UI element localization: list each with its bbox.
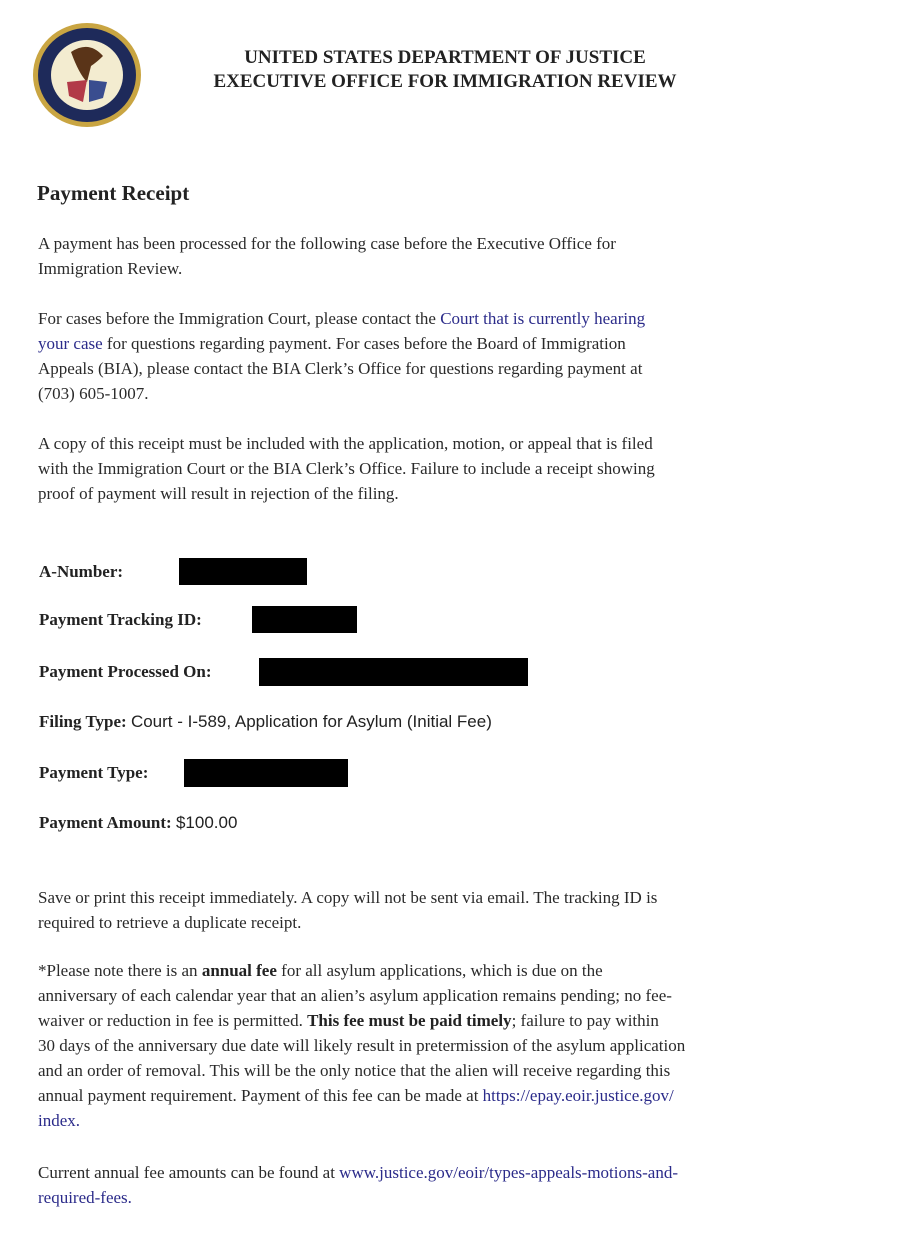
text-segment: Current annual fee amounts can be found at	[38, 1163, 340, 1182]
a-number-redaction	[179, 558, 307, 585]
payment-amount-value: $100.00	[175, 813, 238, 832]
text-line	[38, 1185, 678, 1210]
text-line	[38, 431, 655, 456]
text-segment: annual payment requirement. Payment of this fee can be made at	[38, 1086, 483, 1105]
text-segment: 30 days of the anniversary due date will likely result in pretermission of the asylum application	[38, 1036, 686, 1055]
a-number-label: A-Number:	[39, 562, 124, 581]
tracking-id-field	[39, 607, 202, 632]
text-line	[38, 1033, 685, 1058]
text-segment: required to retrieve a duplicate receipt.	[38, 913, 302, 932]
link[interactable]: index.	[38, 1111, 81, 1130]
text-line	[38, 958, 685, 983]
text-segment: anniversary of each calendar year that an alien’s asylum application remains pending; no fee-	[38, 986, 672, 1005]
text-line	[38, 1008, 685, 1033]
text-segment: A copy of this receipt must be included with the application, motion, or appeal that is filed	[38, 434, 653, 453]
filing-type-field	[39, 709, 492, 734]
tracking-id-redaction	[252, 606, 357, 633]
text-line	[38, 885, 657, 910]
text-segment: ; failure to pay within	[511, 1011, 659, 1030]
text-segment: with the Immigration Court or the BIA Clerk’s Office. Failure to include a receipt showing	[38, 459, 655, 478]
agency-name: UNITED STATES DEPARTMENT OF JUSTICE	[244, 47, 646, 68]
text-line	[38, 231, 616, 256]
text-line	[38, 331, 645, 356]
page-title: Payment Receipt	[37, 181, 190, 205]
annual-fee-note-paragraph	[38, 958, 685, 1133]
text-segment: waiver or reduction in fee is permitted.	[38, 1011, 308, 1030]
fee-amounts-paragraph	[38, 1160, 678, 1210]
payment-type-label: Payment Type:	[39, 763, 149, 782]
a-number-field	[39, 559, 123, 584]
processed-on-field	[39, 659, 212, 684]
link[interactable]: https://epay.eoir.justice.gov/	[482, 1086, 674, 1105]
text-line	[38, 381, 645, 406]
text-segment: for all asylum applications, which is due on the	[276, 961, 603, 980]
link[interactable]: required-fees.	[38, 1188, 132, 1207]
text-line	[38, 356, 645, 381]
doj-seal-logo	[31, 22, 143, 129]
text-line	[38, 456, 655, 481]
text-segment: proof of payment will result in rejection of the filing.	[38, 484, 399, 503]
text-line	[38, 983, 685, 1008]
text-segment: (703) 605-1007.	[38, 384, 149, 403]
copy-requirement-paragraph	[38, 431, 655, 506]
office-name: EXECUTIVE OFFICE FOR IMMIGRATION REVIEW	[213, 71, 677, 92]
text-segment: and an order of removal. This will be the only notice that the alien will receive regarding this	[38, 1061, 671, 1080]
contact-paragraph	[38, 306, 645, 406]
payment-amount-label: Payment Amount:	[39, 813, 172, 832]
text-segment: A payment has been processed for the following case before the Executive Office for	[38, 234, 616, 253]
text-line	[38, 910, 657, 935]
text-segment: Appeals (BIA), please contact the BIA Clerk’s Office for questions regarding payment at	[38, 359, 643, 378]
agency-header	[180, 46, 710, 94]
link[interactable]: Court that is currently hearing	[440, 309, 646, 328]
processed-on-label: Payment Processed On:	[39, 662, 212, 681]
text-line	[38, 1083, 685, 1108]
text-segment: for questions regarding payment. For cases before the Board of Immigration	[102, 334, 626, 353]
bold-text: annual fee	[201, 961, 277, 980]
text-line	[38, 1160, 678, 1185]
link[interactable]: www.justice.gov/eoir/types-appeals-motions-and-	[339, 1163, 678, 1182]
text-line	[38, 1108, 685, 1133]
filing-type-label: Filing Type:	[39, 712, 127, 731]
save-receipt-paragraph	[38, 885, 657, 935]
text-line	[38, 306, 645, 331]
filing-type-value: Court - I-589, Application for Asylum (Initial Fee)	[130, 712, 492, 731]
text-line	[38, 481, 655, 506]
text-segment: Immigration Review.	[38, 259, 183, 278]
text-line	[38, 256, 616, 281]
payment-type-redaction	[184, 759, 348, 787]
text-segment: For cases before the Immigration Court, please contact the	[38, 309, 441, 328]
bold-text: This fee must be paid timely	[307, 1011, 512, 1030]
processed-on-redaction	[259, 658, 528, 686]
text-line	[38, 1058, 685, 1083]
text-segment: Save or print this receipt immediately. A copy will not be sent via email. The tracking ID is	[38, 888, 658, 907]
link[interactable]: your case	[38, 334, 103, 353]
tracking-id-label: Payment Tracking ID:	[39, 610, 202, 629]
intro-paragraph	[38, 231, 616, 281]
payment-amount-field	[39, 810, 237, 835]
text-segment: *Please note there is an	[38, 961, 202, 980]
payment-type-field	[39, 760, 148, 785]
